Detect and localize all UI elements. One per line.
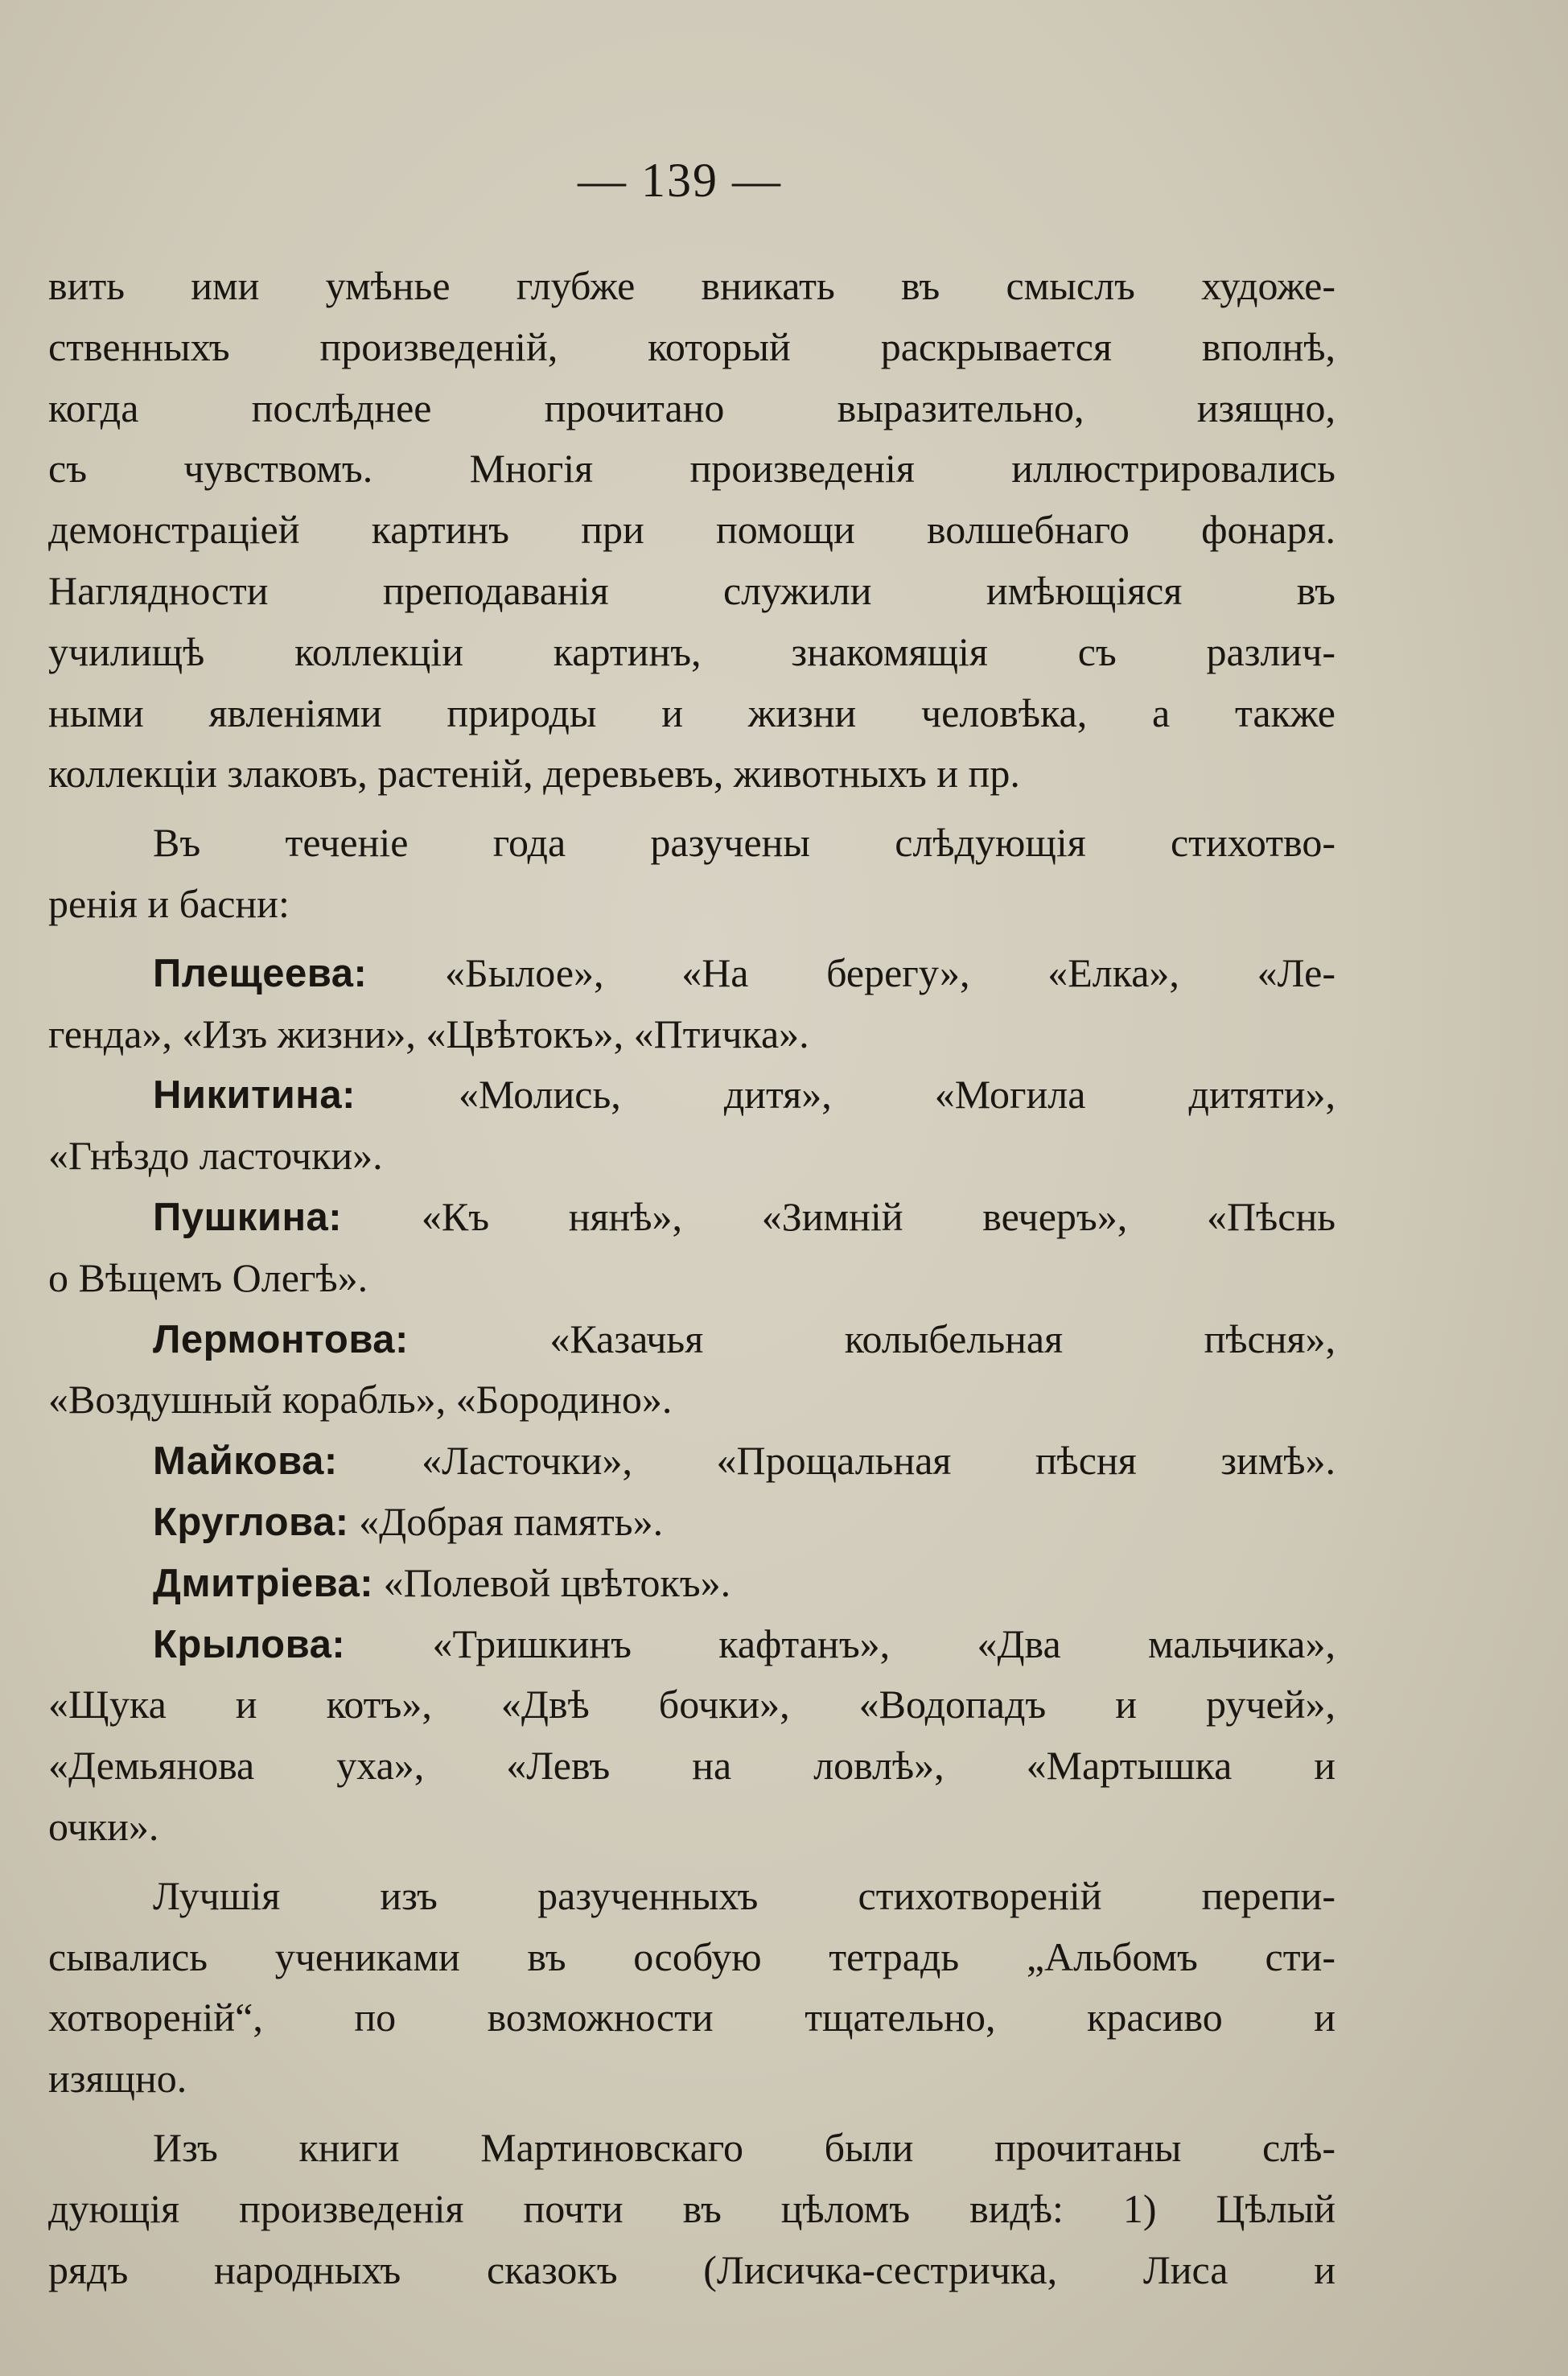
line-text: демонстраціей картинъ при помощи волшебнаго фонаря. [48,507,1335,553]
line-text: «Демьянова уха», «Левъ на ловлѣ», «Мартышка и [48,1743,1335,1789]
text-line [48,683,1335,744]
paragraph-gap [48,2110,1335,2118]
text-line [48,1004,1335,1065]
line-text: вить ими умѣнье глубже вникать въ смыслъ художе- [48,263,1335,308]
author-name: Круглова: [153,1500,349,1544]
line-text: генда», «Изъ жизни», «Цвѣтокъ», «Птичка». [48,1011,809,1056]
line-text: «Ласточки», «Прощальная пѣсня зимѣ». [337,1438,1335,1484]
line-text: «Былое», «На берегу», «Елка», «Ле- [367,949,1335,995]
text-line [48,1309,1335,1370]
paragraph-gap [48,1858,1335,1866]
line-text: «Гнѣздо ласточки». [48,1133,383,1179]
page-number: — 139 — [578,154,782,207]
author-name: Дмитріева: [153,1561,374,1605]
text-line [48,1492,1335,1553]
text-line [48,1187,1335,1248]
author-name: Крылова: [153,1622,346,1666]
line-text: когда послѣднее прочитано выразительно, изящно, [48,385,1335,430]
line-text: училищѣ коллекціи картинъ, знакомящія съ различ- [48,628,1335,674]
line-text: хотвореній“, по возможности тщательно, красиво и [48,1995,1335,2040]
text-line [48,1866,1335,1927]
text-line [48,1431,1335,1492]
text-line [48,1736,1335,1797]
line-text: Наглядности преподаванія служили имѣющіяся въ [48,567,1335,613]
text-line [48,500,1335,561]
line-text: дующія произведенія почти въ цѣломъ видѣ: 1) Цѣлый [48,2185,1335,2231]
body-text [48,256,1335,2300]
line-text: ными явленіями природы и жизни человѣка, а также [48,690,1335,735]
line-text: Изъ книги Мартиновскаго были прочитаны слѣ- [153,2124,1335,2170]
line-text: изящно. [48,2056,187,2102]
text-line [48,1987,1335,2049]
author-name: Лермонтова: [153,1317,409,1361]
line-text: «Добрая память». [348,1498,664,1544]
text-line [48,1927,1335,1988]
text-line [48,1126,1335,1187]
line-text: сывались учениками въ особую тетрадь „Альбомъ сти- [48,1933,1335,1979]
text-line [48,1674,1335,1736]
text-line [48,1369,1335,1431]
text-line [48,561,1335,622]
text-line [48,439,1335,500]
paragraph-gap [48,935,1335,943]
text-line [48,1248,1335,1309]
line-text: «Воздушный корабль», «Бородино». [48,1377,673,1423]
line-text: «Полевой цвѣтокъ». [373,1559,731,1605]
author-name: Пушкина: [153,1195,343,1239]
line-text: Лучшія изъ разученныхъ стихотвореній перепи- [153,1872,1335,1918]
line-text: «Казачья колыбельная пѣсня», [408,1316,1335,1361]
line-text: «Молись, дитя», «Могила дитяти», [355,1072,1335,1118]
text-line [48,1614,1335,1675]
text-line [48,2240,1335,2301]
line-text: «Щука и котъ», «Двѣ бочки», «Водопадъ и ручей», [48,1682,1335,1727]
line-text: ственныхъ произведеній, который раскрывается вполнѣ, [48,323,1335,369]
line-text: очки». [48,1803,159,1849]
line-text: рядъ народныхъ сказокъ (Лисичка-сестричка, Лиса и [48,2246,1335,2292]
author-name: Плещеева: [153,951,368,995]
author-name: Майкова: [153,1439,338,1484]
line-text: «Тришкинъ кафтанъ», «Два мальчика», [345,1620,1335,1666]
text-line [48,813,1335,874]
text-line [48,1064,1335,1126]
text-line [48,378,1335,439]
text-line [48,317,1335,378]
text-line [48,622,1335,683]
line-text: съ чувствомъ. Многія произведенія иллюстрировались [48,446,1335,492]
text-line [48,2179,1335,2240]
text-line [48,256,1335,317]
text-line [48,1797,1335,1858]
text-line [48,943,1335,1004]
text-line [48,743,1335,805]
line-text: ренія и басни: [48,880,290,926]
line-text: коллекціи злаковъ, растеній, деревьевъ, животныхъ и пр. [48,751,1020,797]
line-text: Въ теченіе года разучены слѣдующія стихотво- [153,820,1335,866]
line-text: о Вѣщемъ Олегѣ». [48,1254,368,1300]
text-line [48,874,1335,935]
text-line [48,2049,1335,2110]
text-line [48,1553,1335,1614]
line-text: «Къ нянѣ», «Зимній вечеръ», «Пѣснь [342,1193,1335,1239]
text-line [48,2118,1335,2179]
author-name: Никитина: [153,1073,356,1118]
paragraph-gap [48,805,1335,813]
